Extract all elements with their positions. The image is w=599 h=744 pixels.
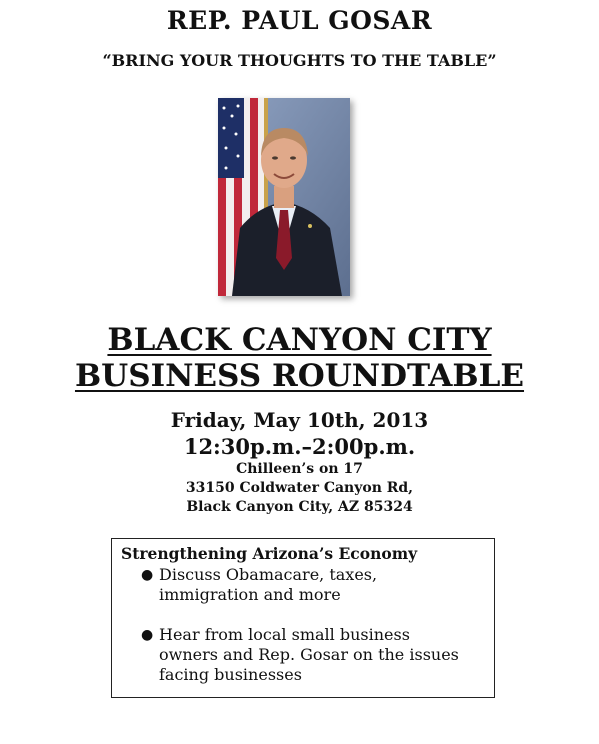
event-date: Friday, May 10th, 2013 — [170, 408, 429, 432]
topics-heading: Strengthening Arizona’s Economy — [121, 544, 418, 563]
flyer-title: REP. PAUL GOSAR — [166, 6, 433, 35]
topics-box — [111, 538, 495, 698]
topics-list — [121, 565, 485, 685]
portrait-illustration — [218, 98, 350, 296]
venue-name: Chilleen’s on 17 — [236, 461, 363, 477]
portrait-photo — [218, 98, 350, 296]
list-item — [121, 625, 485, 685]
topic-line: facing businesses — [159, 665, 302, 684]
event-time: 12:30p.m.–2:00p.m. — [183, 434, 416, 459]
event-title-line2: BUSINESS ROUNDTABLE — [74, 358, 525, 394]
list-item — [121, 565, 485, 605]
topic-line: Hear from local small business — [159, 625, 410, 644]
venue-street: 33150 Coldwater Canyon Rd, — [185, 480, 414, 496]
bullet-icon: ● — [141, 627, 154, 643]
event-title — [0, 322, 599, 394]
topic-line: immigration and more — [159, 585, 341, 604]
event-title-line1: BLACK CANYON CITY — [107, 322, 492, 358]
topic-line: Discuss Obamacare, taxes, — [159, 565, 378, 584]
bullet-icon: ● — [141, 567, 154, 583]
flyer-tagline: “BRING YOUR THOUGHTS TO THE TABLE” — [102, 51, 497, 70]
topic-line: owners and Rep. Gosar on the issues — [159, 645, 459, 664]
venue-city: Black Canyon City, AZ 85324 — [186, 499, 413, 515]
